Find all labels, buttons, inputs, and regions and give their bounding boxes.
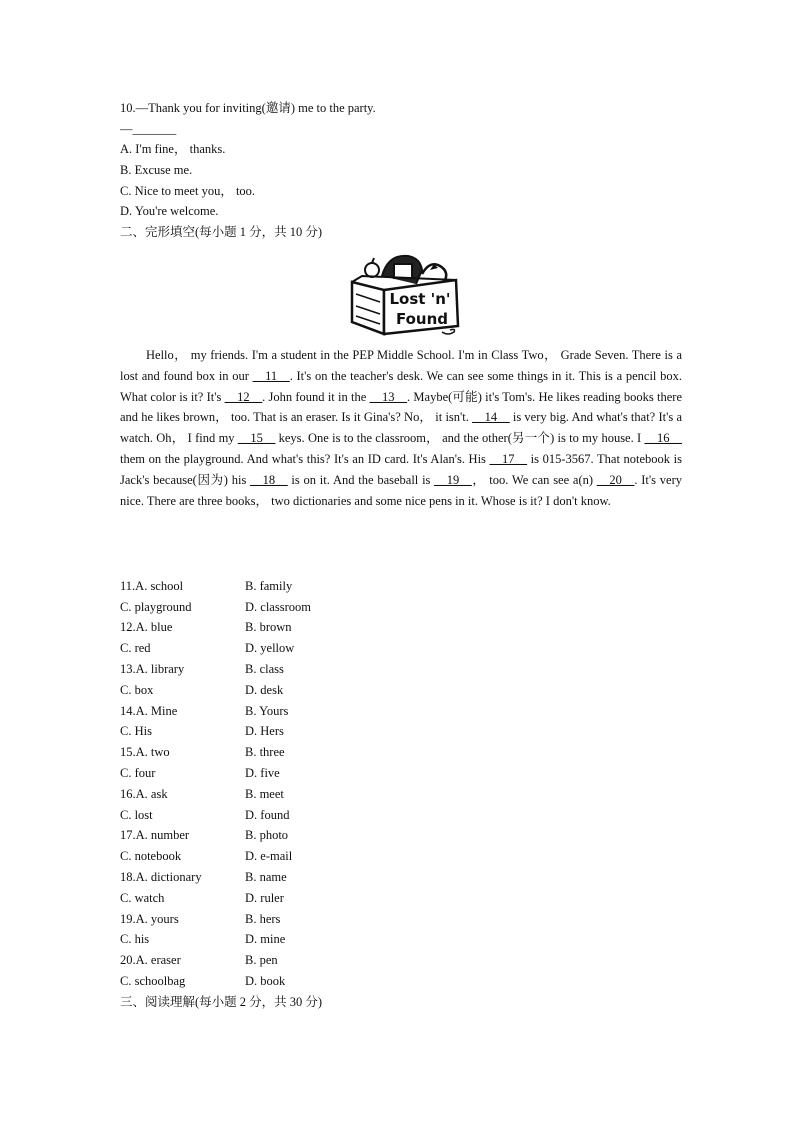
q10-option-c: C. Nice to meet you， too. <box>120 184 256 198</box>
q11-option-d: D. classroom <box>245 600 311 614</box>
q12-option-d: D. yellow <box>245 641 295 655</box>
blank-13: __13__ <box>369 389 408 404</box>
section3-heading: 三、阅读理解(每小题 2 分，共 30 分) <box>120 995 323 1009</box>
q10-option-b: B. Excuse me. <box>120 163 193 177</box>
q13-option-d: D. desk <box>245 683 284 697</box>
q10-question: 10.—Thank you for inviting(邀请) me to the party. <box>120 101 376 115</box>
q19-option-b: B. hers <box>245 912 281 926</box>
blank-20: __20__ <box>596 472 635 487</box>
q16-option-b: B. meet <box>245 787 284 801</box>
q13-option-b: B. class <box>245 662 284 676</box>
q16-option-c: C. lost <box>120 808 153 822</box>
blank-16: __16__ <box>644 431 682 446</box>
blank-19: __19__ <box>434 472 472 487</box>
q20-option-c: C. schoolbag <box>120 974 186 988</box>
q10-option-a: A. I'm fine， thanks. <box>120 142 226 156</box>
q10-option-d: D. You're welcome. <box>120 204 219 218</box>
q13-option-a: 13.A. library <box>120 662 185 676</box>
blank-15: __15__ <box>237 431 276 446</box>
q15-option-b: B. three <box>245 745 285 759</box>
q16-option-a: 16.A. ask <box>120 787 168 801</box>
q19-option-a: 19.A. yours <box>120 912 179 926</box>
section2-heading: 二、完形填空(每小题 1 分，共 10 分) <box>120 225 323 239</box>
sign-line-2: Found <box>395 310 449 328</box>
q12-option-a: 12.A. blue <box>120 620 173 634</box>
q14-option-c: C. His <box>120 724 152 738</box>
q17-option-c: C. notebook <box>120 849 182 863</box>
q17-option-d: D. e-mail <box>245 849 293 863</box>
q14-option-a: 14.A. Mine <box>120 704 178 718</box>
q18-option-a: 18.A. dictionary <box>120 870 202 884</box>
q20-option-a: 20.A. eraser <box>120 953 181 967</box>
q14-option-d: D. Hers <box>245 724 284 738</box>
q10-answer-line: —_______ <box>120 122 177 136</box>
cloze-passage: Hello， my friends. I'm a student in the PEP Middle School. I'm in Class Two， Grade Seven. There is a lost and found box in our __11__. It's on the teacher's desk. We can see some things in it. This is a pencil box. What color is it? It's __12__. John found it in the __13__. Maybe(可能) it's Tom's. He likes reading books there and he likes brown， too. That is an eraser. Is it Gina's? No， it isn't. __14__ is very big. And what's that? It's a watch. Oh， I find my __15__ keys. One is to the classroom， and the other(另一个) is to my house. I __16__ them on the playground. And what's this? It's an ID card. It's Alan's. His __17__ is 015-3567. That notebook is Jack's because(因为) his __18__ is on it. And the baseball is __19__， too. We can see a(n) __20__. It's very nice. There are three books， two dictionaries and some nice pens in it. Whose is it? I don't know. <box>120 348 683 508</box>
q17-option-b: B. photo <box>245 828 289 842</box>
q11-option-a: 11.A. school <box>120 579 184 593</box>
q11-option-c: C. playground <box>120 600 192 614</box>
q14-option-b: B. Yours <box>245 704 289 718</box>
q20-option-d: D. book <box>245 974 286 988</box>
blank-14: __14__ <box>472 410 510 425</box>
apple-icon <box>365 263 379 277</box>
blank-17: __17__ <box>489 451 528 466</box>
q18-option-d: D. ruler <box>245 891 284 905</box>
q12-option-c: C. red <box>120 641 151 655</box>
q16-option-d: D. found <box>245 808 290 822</box>
blank-18: __18__ <box>250 472 288 487</box>
blank-12: __12__ <box>224 389 263 404</box>
q13-option-c: C. box <box>120 683 154 697</box>
q18-option-c: C. watch <box>120 891 165 905</box>
q15-option-c: C. four <box>120 766 156 780</box>
q19-option-c: C. his <box>120 932 150 946</box>
q11-option-b: B. family <box>245 579 293 593</box>
q18-option-b: B. name <box>245 870 287 884</box>
q15-option-d: D. five <box>245 766 280 780</box>
blank-11: __11__ <box>252 368 290 383</box>
sign-line-1: Lost 'n' <box>389 290 451 308</box>
q19-option-d: D. mine <box>245 932 286 946</box>
lost-and-found-box-illustration <box>344 246 464 342</box>
q12-option-b: B. brown <box>245 620 292 634</box>
q17-option-a: 17.A. number <box>120 828 190 842</box>
q20-option-b: B. pen <box>245 953 278 967</box>
q15-option-a: 15.A. two <box>120 745 170 759</box>
